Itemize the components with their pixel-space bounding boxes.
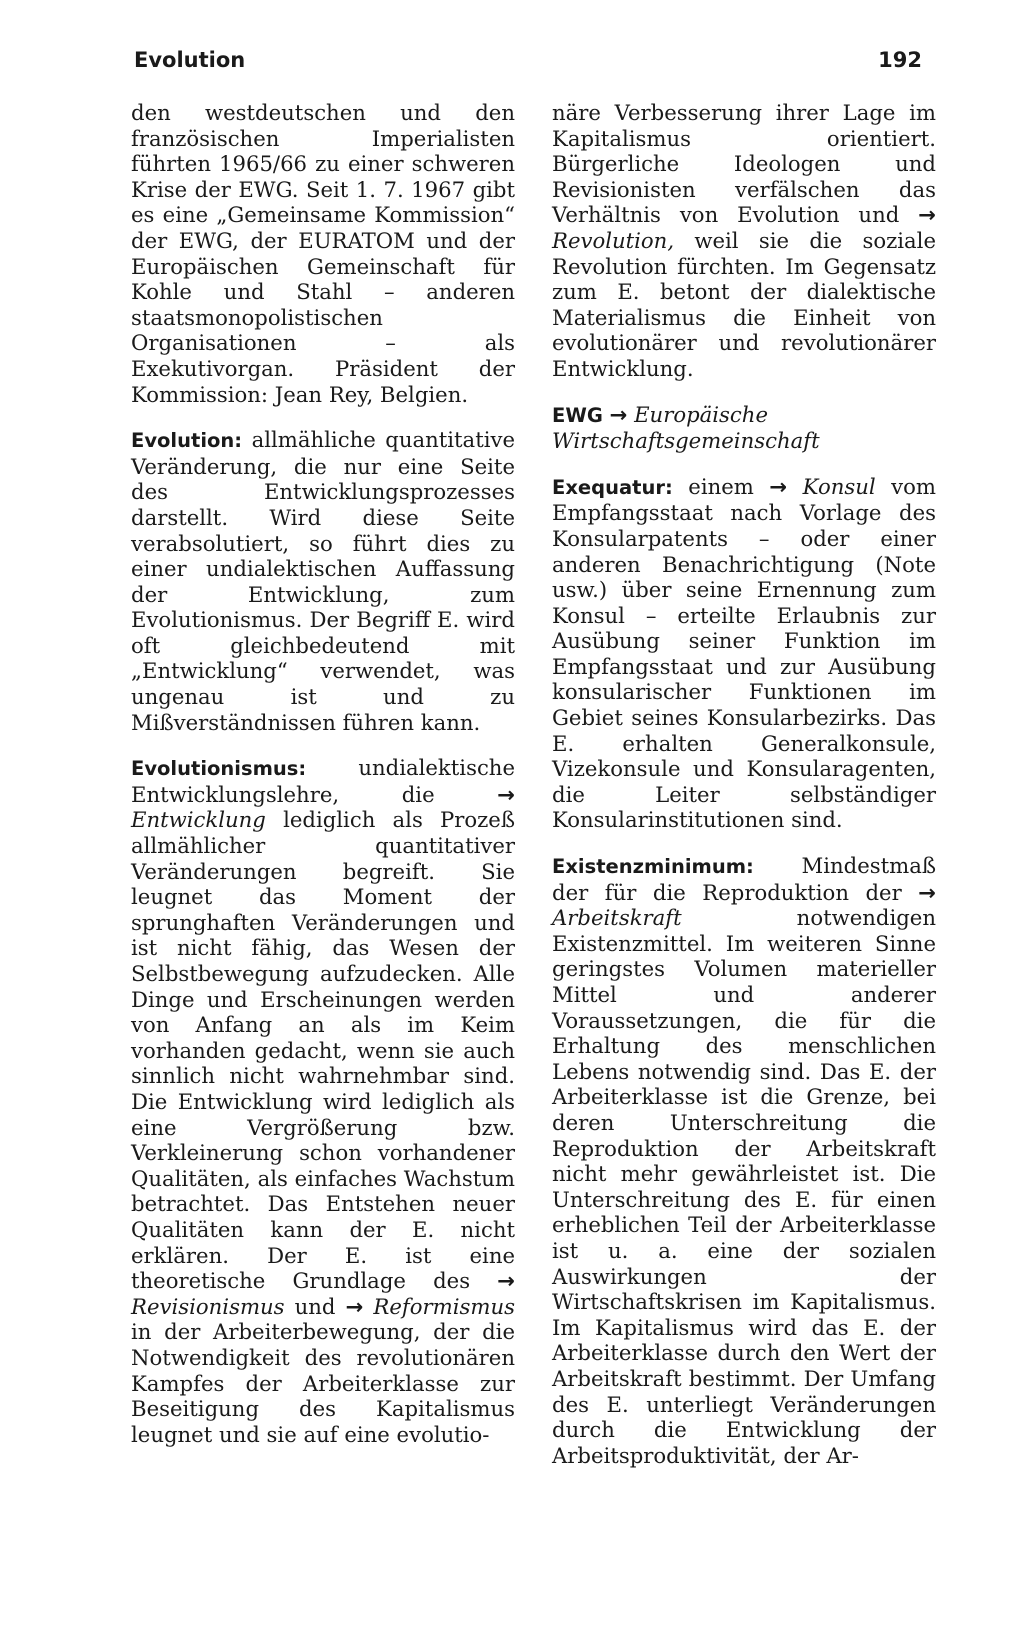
cross-reference-term: Europäische Wirtschaftsgemeinschaft — [552, 401, 820, 454]
running-head-title: Evolution — [134, 48, 246, 72]
cross-reference-term: Entwicklung — [131, 807, 266, 833]
entry-existenzminimum — [552, 853, 936, 1468]
cross-reference-term: Reformismus — [363, 1293, 515, 1319]
cross-reference-term: Konsul — [787, 473, 876, 499]
cross-reference-term: Revisionismus — [131, 1293, 285, 1319]
entry-text: weil sie die soziale Revolution fürchten. Im Gegensatz zum E. betont der dialektische Materialismus die Einheit von evolutionärer und revolutionärer Entwicklung. — [552, 227, 936, 381]
running-head — [134, 48, 922, 82]
entry-text: in der Arbeiterbewegung, der die Notwendigkeit des revolutionären Kampfes der Arbeiterklasse zur Beseitigung des Kapitalismus leugnet und sie auf eine evolutio- — [131, 1319, 515, 1447]
entry-text: vom Empfangsstaat nach Vorlage des Konsularpatents – oder einer anderen Benachrichtigung (Note usw.) über seine Ernennung zum Konsul – erteilte Erlaubnis zur Ausübung seiner Funktion im Empfangsstaat und zur Ausübung konsularischer Funktionen im Gebiet seines Konsularbezirks. Das E. erhalten Generalkonsule, Vizekonsule und Konsularagenten, die Leiter selbständiger Konsularinstitutionen sind. — [552, 473, 936, 833]
cross-reference-arrow-icon: → — [918, 879, 936, 905]
entry-text: undialektische Entwicklungslehre, die — [131, 755, 515, 807]
entry-evolutionismus — [131, 755, 515, 1447]
cross-reference-arrow-icon: → — [345, 1293, 364, 1319]
cross-reference-arrow-icon: → — [497, 1268, 515, 1294]
entry-evolution — [131, 427, 515, 735]
entry-text: näre Verbesserung ihrer Lage im Kapitalismus orientiert. Bürgerliche Ideologen und Revisionisten verfälschen das Verhältnis von Evolution und — [552, 100, 936, 228]
entry-text: und — [284, 1293, 346, 1319]
entry-text: lediglich als Prozeß allmählicher quantitativer Veränderungen begreift. Sie leugnet das Moment der sprunghaften Veränderungen und ist nicht fähig, das Wesen der Selbstbewegung aufzudecken. Alle Dinge und Erscheinungen werden von Anfang an als im Keim vorhanden gedacht, wenn sie auch sinnlich nicht wahrnehmbar sind. Die Entwicklung wird lediglich als eine Vergrößerung bzw. Verkleinerung schon vorhandener Qualitäten, als einfaches Wachstum betrachtet. Das Entstehen neuer Qualitäten kann der E. nicht erklären. Der E. ist eine theoretische Grundlage des — [131, 807, 515, 1294]
cross-reference-arrow-icon: → — [609, 401, 628, 427]
entry-headword: Exequatur: — [552, 475, 673, 499]
right-column — [552, 100, 936, 1468]
entry-text: Mindestmaß der für die Reproduktion der — [552, 853, 936, 905]
entry-headword: EWG — [552, 403, 603, 427]
entry-text: einem — [672, 473, 770, 499]
entry-headword: Evolutionismus: — [131, 757, 307, 781]
cross-reference-term: Arbeitskraft — [552, 905, 682, 931]
left-column — [131, 100, 515, 1447]
cross-reference-arrow-icon: → — [497, 781, 515, 807]
cross-reference-arrow-icon: → — [769, 473, 788, 499]
cross-reference-arrow-icon: → — [918, 202, 936, 228]
entry-headword: Evolution: — [131, 429, 243, 453]
entry-text: allmähliche quantitative Veränderung, die nur eine Seite des Entwicklungsprozesses darstellt. Wird diese Seite verabsolutiert, so führt dies zu einer undialektischen Auffassung der Entwicklung, zum Evolutionismus. Der Begriff E. wird oft gleichbedeutend mit „Entwicklung“ verwendet, was ungenau ist und zu Mißverständnissen führen kann. — [131, 427, 515, 735]
entry-continuation-ewg: den westdeutschen und den französischen Imperialisten führten 1965/66 zu einer schweren Krise der EWG. Seit 1. 7. 1967 gibt es eine „Gemeinsame Kommission“ der EWG, der EURATOM und der Europäischen Gemeinschaft für Kohle und Stahl – anderen staatsmonopolistischen Organisationen – als Exekutivorgan. Präsident der Kommission: Jean Rey, Belgien. — [131, 100, 515, 407]
entry-ewg — [552, 402, 936, 454]
entry-text: notwendigen Existenzmittel. Im weiteren Sinne geringstes Volumen materieller Mittel und anderer Voraussetzungen, die für die Erhaltung des menschlichen Lebens notwendig sind. Das E. der Arbeiterklasse ist die Grenze, bei deren Unterschreitung die Reproduktion der Arbeitskraft nicht mehr gewährleistet ist. Die Unterschreitung des E. für einen erheblichen Teil der Arbeiterklasse ist u. a. eine der sozialen Auswirkungen der Wirtschaftskrisen im Kapitalismus. Im Kapitalismus wird das E. der Arbeiterklasse durch den Wert der Arbeitskraft bestimmt. Der Umfang des E. unterliegt Veränderungen durch die Entwicklung der Arbeitsproduktivität, der Ar- — [552, 905, 936, 1468]
entry-continuation-evolutionismus — [552, 100, 936, 382]
entry-headword: Existenzminimum: — [552, 855, 754, 879]
page-number: 192 — [878, 48, 922, 72]
entry-exequatur — [552, 474, 936, 833]
cross-reference-term: Revolution, — [552, 227, 675, 253]
